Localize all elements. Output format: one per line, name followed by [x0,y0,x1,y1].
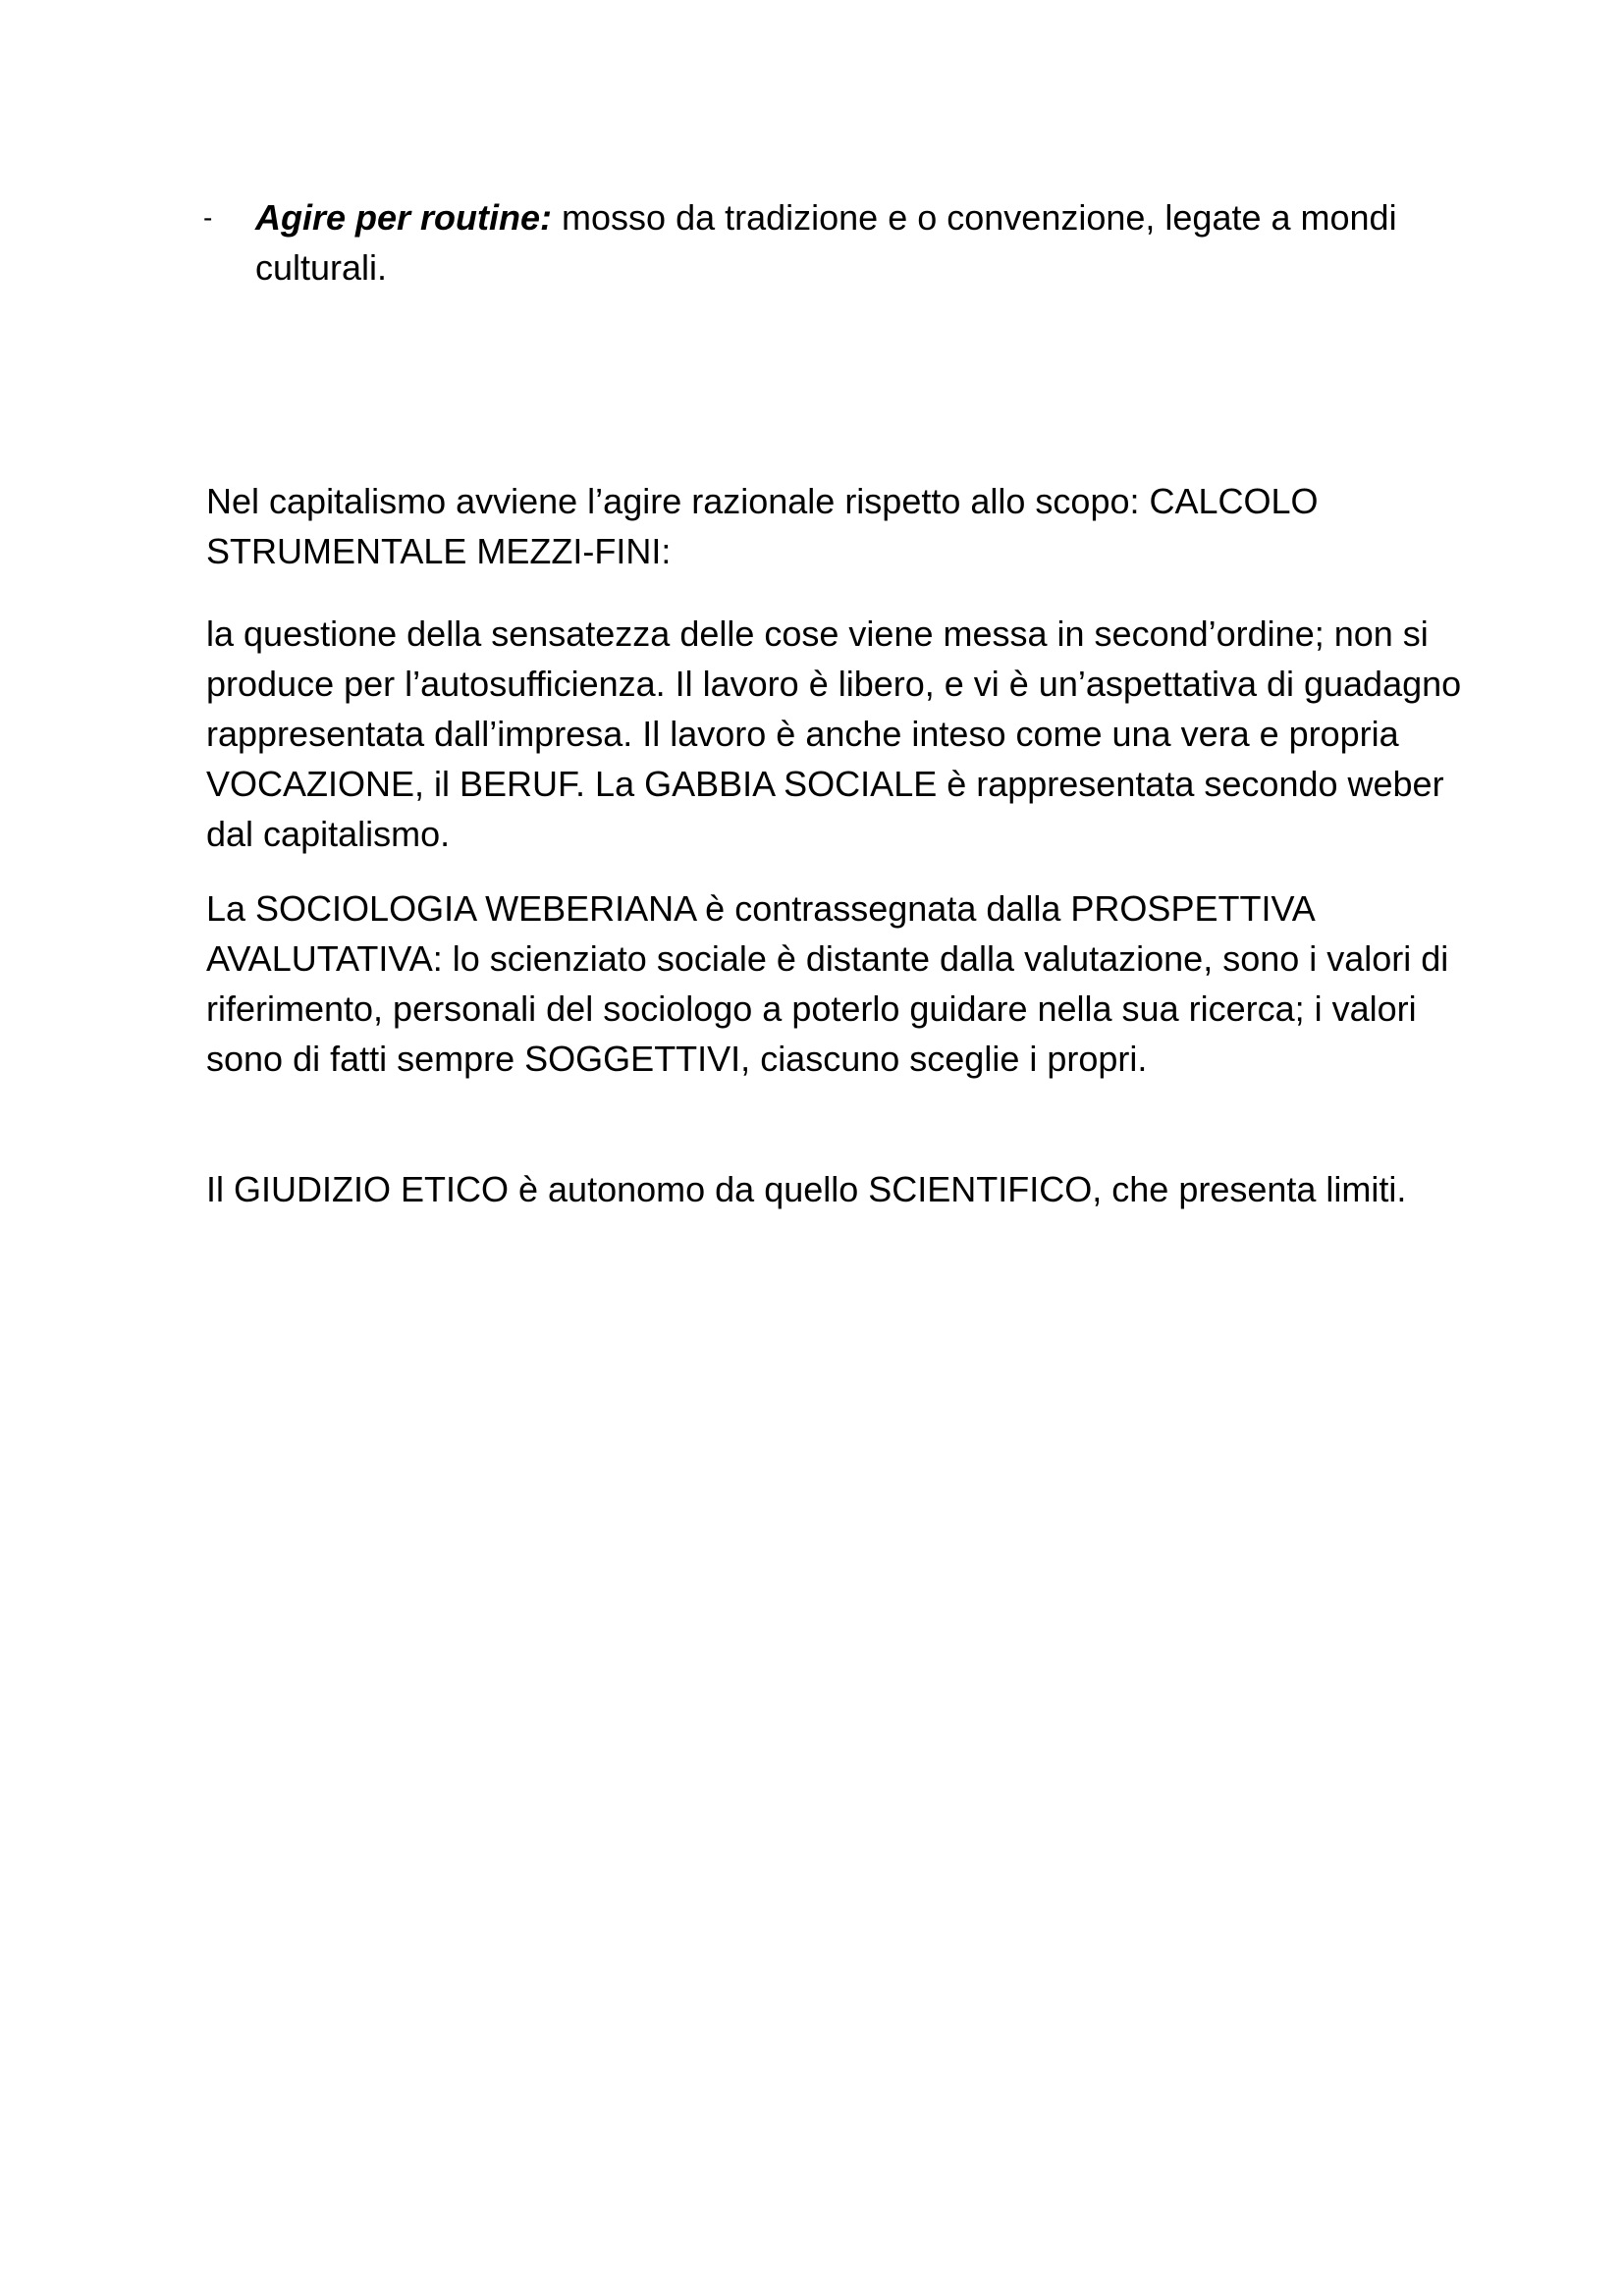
paragraph-weberian-sociology: La SOCIOLOGIA WEBERIANA è contrassegnata dalla PROSPETTIVA AVALUTATIVA: lo scienziato sociale è distante dalla valutazione, sono i valori di riferimento, personali del sociologo a poterlo guidare nella sua ricerca; i valori sono di fatti sempre SOGGETTIVI, ciascuno sceglie i propri. [206,888,1449,1079]
bullet-item [255,192,1463,293]
paragraph-ethical-judgment: Il GIUDIZIO ETICO è autonomo da quello SCIENTIFICO, che presenta limiti. [206,1169,1407,1209]
bullet-marker: - [203,202,213,233]
bullet-description: mosso da tradizione e o convenzione, legate a mondi culturali. [255,197,1397,288]
bullet-term: Agire per routine: [255,197,553,238]
paragraph-capitalism: Nel capitalismo avviene l’agire razionale rispetto allo scopo: CALCOLO STRUMENTALE MEZZI-FINI: [206,481,1319,571]
paragraph-work-vocation: la questione della sensatezza delle cose viene messa in second’ordine; non si produce per l’autosufficienza. Il lavoro è libero, e vi è un’aspettativa di guadagno rappresentata dall’impresa. Il lavoro è anche inteso come una vera e propria VOCAZIONE, il BERUF. La GABBIA SOCIALE è rappresentata secondo weber dal capitalismo. [206,614,1462,854]
